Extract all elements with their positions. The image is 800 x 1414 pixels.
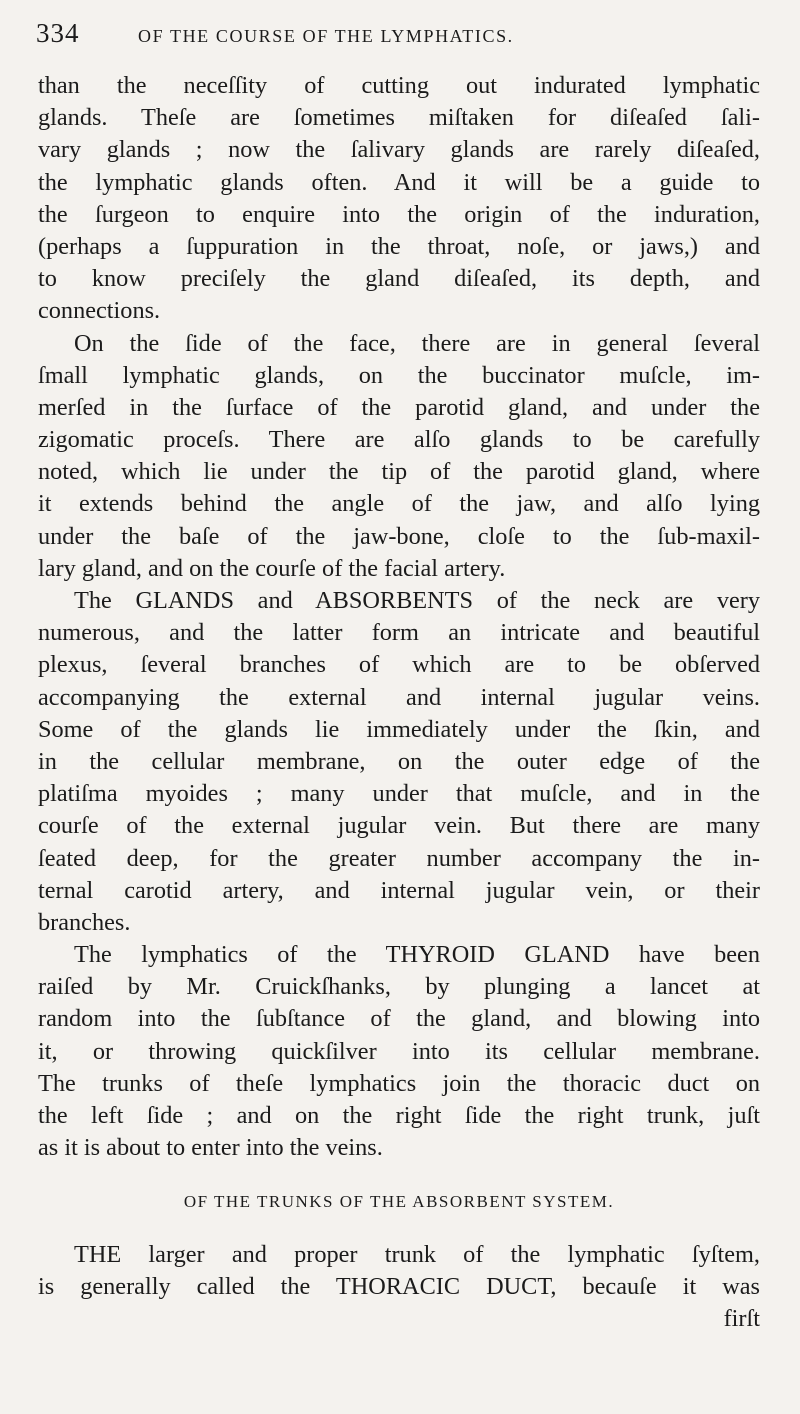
text-line: ſeated deep, for the greater number accompany the in- (38, 844, 760, 872)
text-line: is generally called the THORACIC DUCT, becauſe it was (38, 1272, 760, 1300)
text-line: the ſurgeon to enquire into the origin of the induration, (38, 200, 760, 228)
text-line: ternal carotid artery, and internal jugular vein, or their (38, 876, 760, 904)
text-line: random into the ſubſtance of the gland, and blowing into (38, 1005, 760, 1033)
page-number: 334 (36, 18, 80, 48)
text-line: as it is about to enter into the veins. (38, 1134, 383, 1162)
text-line: to know preciſely the gland diſeaſed, its depth, and (38, 265, 760, 293)
body-text (38, 70, 760, 1335)
text-line: The trunks of theſe lymphatics join the thoracic duct on (38, 1069, 760, 1097)
text-line: the lymphatic glands often. And it will be a guide to (38, 168, 760, 196)
text-line: merſed in the ſurface of the parotid gland, and under the (38, 393, 760, 421)
text-line: THE larger and proper trunk of the lymphatic ſyſtem, (74, 1240, 760, 1268)
text-line: in the cellular membrane, on the outer edge of the (38, 747, 760, 775)
text-line: On the ſide of the face, there are in general ſeveral (74, 329, 760, 357)
text-line: zigomatic proceſs. There are alſo glands to be carefully (38, 426, 760, 454)
text-line: the left ſide ; and on the right ſide the right trunk, juſt (38, 1102, 760, 1129)
text-line: accompanying the external and internal jugular veins. (38, 683, 760, 711)
text-line: raiſed by Mr. Cruickſhanks, by plunging a lancet at (38, 973, 760, 1001)
text-line: courſe of the external jugular vein. But there are many (38, 812, 760, 840)
text-line: Some of the glands lie immediately under the ſkin, and (38, 715, 760, 743)
text-line: under the baſe of the jaw-bone, cloſe to the ſub-maxil- (38, 522, 760, 550)
text-line: than the neceſſity of cutting out indurated lymphatic (38, 72, 760, 99)
section-heading: OF THE TRUNKS OF THE ABSORBENT SYSTEM. (183, 1192, 615, 1212)
page-header (36, 18, 766, 49)
text-line: platiſma myoides ; many under that muſcle, and in the (38, 780, 760, 808)
text-line: noted, which lie under the tip of the parotid gland, where (38, 458, 760, 486)
text-line: The lymphatics of the THYROID GLAND have been (74, 941, 760, 969)
text-line: it extends behind the angle of the jaw, and alſo lying (38, 490, 760, 518)
text-line: glands. Theſe are ſometimes miſtaken for diſeaſed ſali- (38, 104, 760, 132)
catchword: firſt (723, 1304, 760, 1332)
running-head: OF THE COURSE OF THE LYMPHATICS. (138, 26, 514, 46)
text-line: vary glands ; now the ſalivary glands are rarely diſeaſed, (38, 136, 760, 164)
text-line: plexus, ſeveral branches of which are to be obſerved (38, 651, 760, 679)
text-line: (perhaps a ſuppuration in the throat, noſe, or jaws,) and (38, 232, 760, 260)
text-line: connections. (38, 297, 161, 325)
text-line: it, or throwing quickſilver into its cellular membrane. (38, 1037, 760, 1065)
text-line: numerous, and the latter form an intricate and beautiful (38, 619, 760, 647)
text-line: The GLANDS and ABSORBENTS of the neck are very (74, 587, 760, 614)
text-line: ſmall lymphatic glands, on the buccinator muſcle, im- (38, 361, 760, 389)
text-line: lary gland, and on the courſe of the facial artery. (38, 554, 506, 582)
text-line: branches. (38, 908, 131, 936)
